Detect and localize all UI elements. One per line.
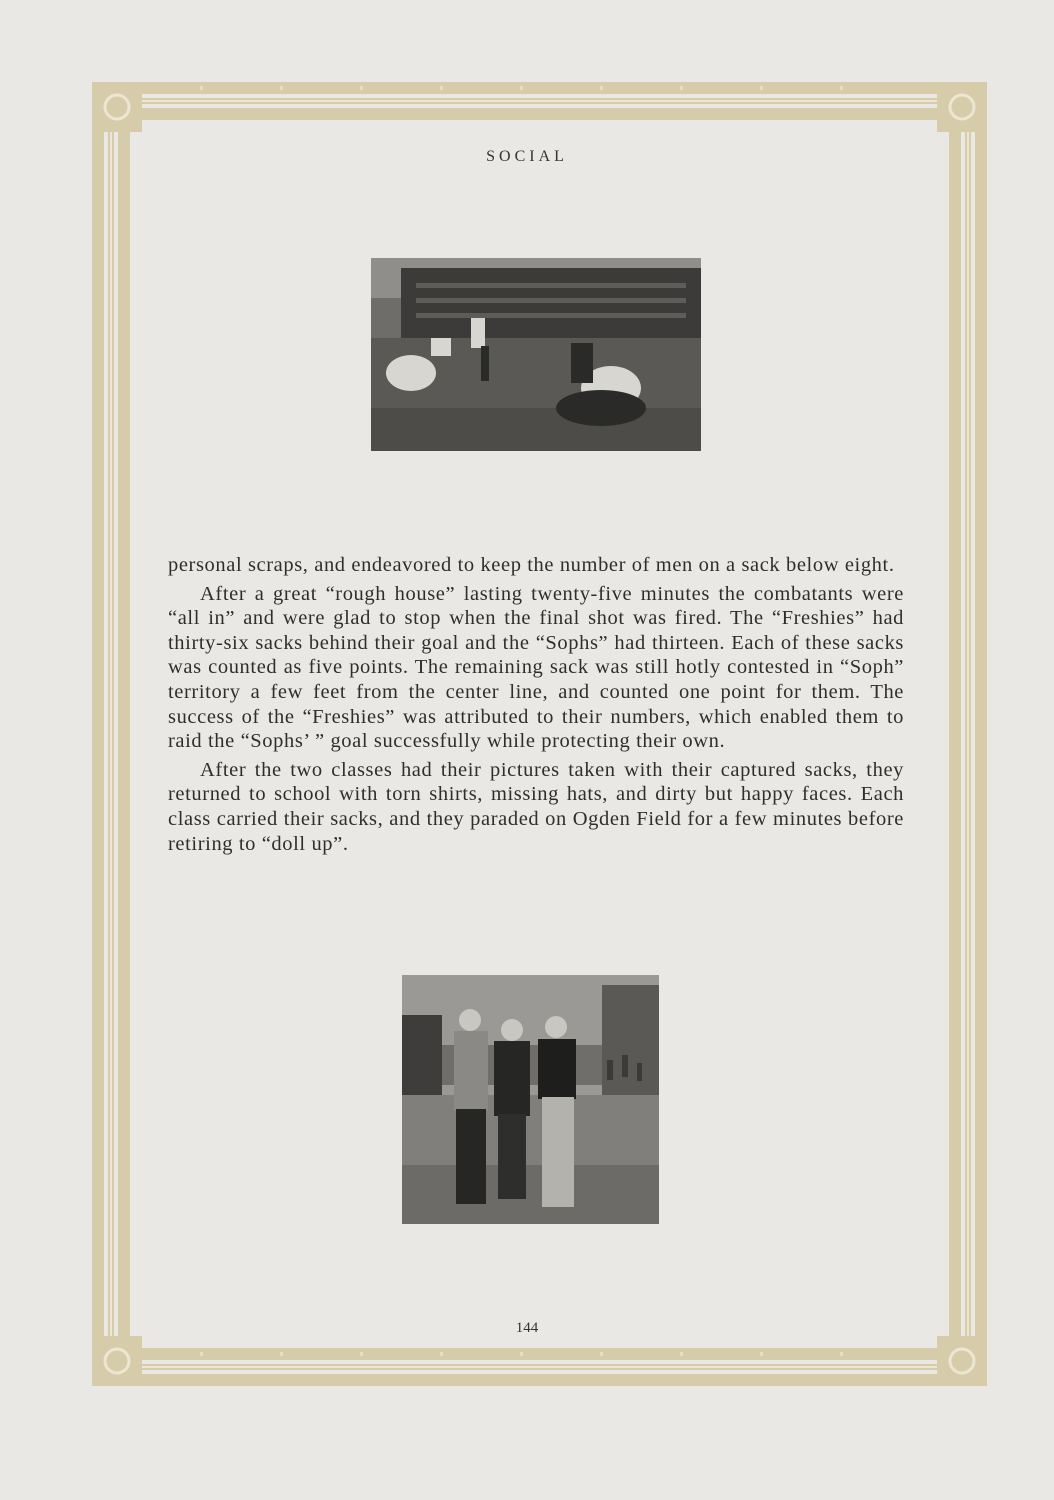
three-men-photo <box>402 975 659 1224</box>
paragraph-3: After the two classes had their pictures taken with their captured sacks, they returned to school with torn shirts, missing hats, and dirty but happy faces. Each class carried their sacks, and they paraded on Ogden Field for a few minutes before retiring to “doll up”. <box>168 758 904 855</box>
paragraph-1: personal scraps, and endeavored to keep the number of men on a sack below eight. <box>168 554 895 576</box>
paragraph-2: After a great “rough house” lasting twenty-five minutes the combatants were “all in” and were glad to stop when the final shot was fired. The “Freshies” had thirty-six sacks behind their goal and the “Sophs” had thirteen. Each of these sacks was counted as five points. The remaining sack was still hotly contested in “Soph” territory a few feet from the center line, and counted one point for them. The success of the “Freshies” was attributed to their numbers, which enabled them to raid the “Sophs’ ” goal successfully while protecting their own. <box>168 582 904 753</box>
section-heading: SOCIAL <box>486 148 568 165</box>
page-number: 144 <box>515 1320 539 1336</box>
article-body <box>168 553 904 860</box>
sack-rush-photo <box>371 258 701 451</box>
